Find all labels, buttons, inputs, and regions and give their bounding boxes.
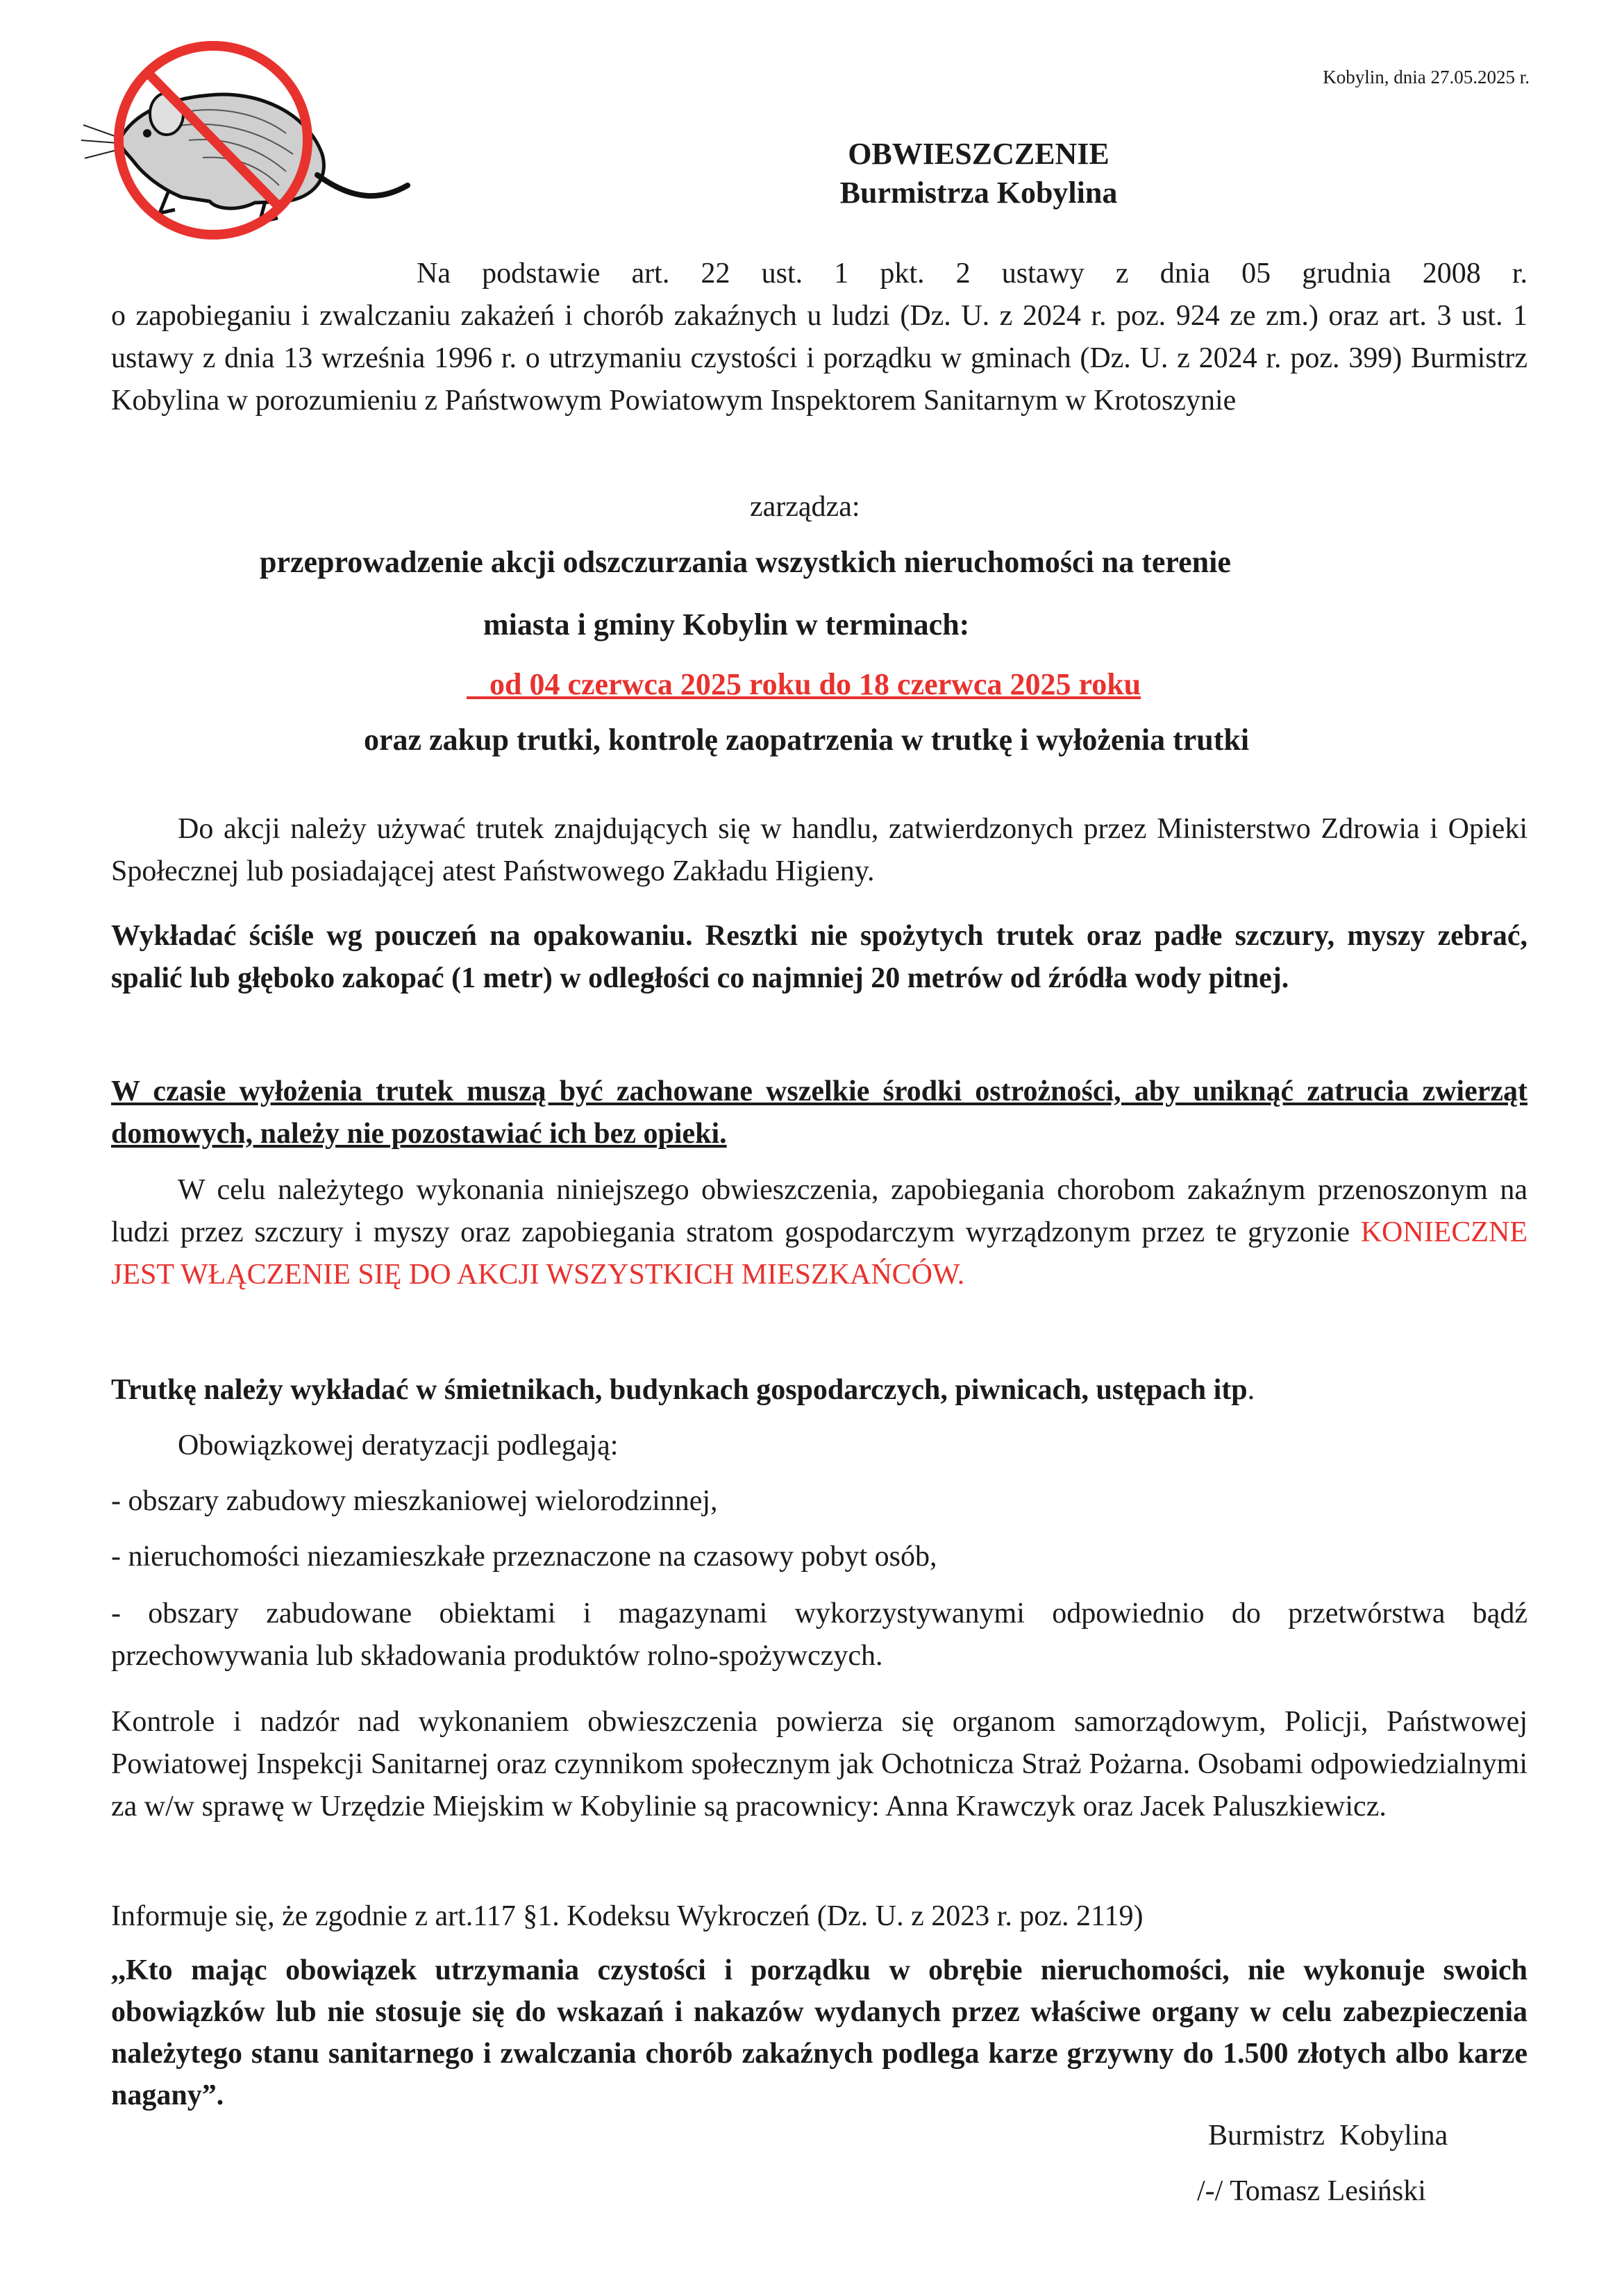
placement-end: . bbox=[1247, 1374, 1255, 1406]
decree-verb: zarządza: bbox=[750, 491, 860, 523]
action-line-2: miasta i gminy Kobylin w terminach: bbox=[483, 607, 970, 642]
action-dates: od 04 czerwca 2025 roku do 18 czerwca 2025 roku bbox=[467, 667, 1141, 701]
notice-title: OBWIESZCZENIE bbox=[848, 137, 1110, 171]
legal-quote: ,,Kto mając obowiązek utrzymania czystości i porządku w obrębie nieruchomości, nie wykonuje swoich obowiązków lub nie stosuje się do wskazań i nakazów wydanych przez właściwe organy w celu zabezpieczenia należytego stanu sanitarnego i zwalczania chorób zakaźnych podlega karze grzywny do 1.500 złotych albo karze nagany”. bbox=[111, 1954, 1527, 2111]
intro-first-line: Na podstawie art. 22 ust. 1 pkt. 2 ustawy z dnia 05 grudnia 2008 r. bbox=[417, 258, 1527, 290]
paragraph-obligation: Obowiązkowej deratyzacji podlegają: bbox=[178, 1430, 619, 1461]
list-item: - obszary zabudowy mieszkaniowej wielorodzinnej, bbox=[111, 1485, 718, 1517]
paragraph-purpose bbox=[111, 1169, 1527, 1296]
signature-name: /-/ Tomasz Lesiński bbox=[1197, 2175, 1426, 2207]
signature-role: Burmistrz Kobylina bbox=[1208, 2120, 1448, 2152]
action-line-1: przeprowadzenie akcji odszczurzania wszystkich nieruchomości na terenie bbox=[260, 545, 1231, 579]
place-date: Kobylin, dnia 27.05.2025 r. bbox=[1323, 67, 1530, 87]
list-item: - nieruchomości niezamieszkałe przeznaczone na czasowy pobyt osób, bbox=[111, 1541, 937, 1573]
placement-text: Trutkę należy wykładać w śmietnikach, budynkach gospodarczych, piwnicach, ustępach itp bbox=[111, 1374, 1248, 1406]
paragraph-supervision: Kontrole i nadzór nad wykonaniem obwieszczenia powierza się organom samorządowym, Policji, Państwowej Powiatowej Inspekcji Sanitarnej oraz czynnikom społecznym jak Ochotnicza Straż Pożarna. Osobami odpowiedzialnymi za w/w sprawę w Urzędzie Miejskim w Kobylinie są pracownicy: Anna Krawczyk oraz Jacek Paluszkiewicz. bbox=[111, 1706, 1527, 1822]
notice-subtitle: Burmistrza Kobylina bbox=[839, 176, 1118, 210]
paragraph-legal-basis: Informuje się, że zgodnie z art.117 §1. Kodeksu Wykroczeń (Dz. U. z 2023 r. poz. 2119) bbox=[111, 1900, 1144, 1932]
intro-rest: o zapobieganiu i zwalczaniu zakażeń i chorób zakaźnych u ludzi (Dz. U. z 2024 r. poz. 924 ze zm.) oraz art. 3 ust. 1 ustawy z dnia 13 września 1996 r. o utrzymaniu czystości i porządku w gminach (Dz. U. z 2024 r. poz. 399) Burmistrz Kobylina w porozumieniu z Państwowym Powiatowym Inspektorem Sanitarnym w Krotoszynie bbox=[111, 300, 1527, 417]
paragraph-caution: W czasie wyłożenia trutek muszą być zachowane wszelkie środki ostrożności, aby uniknąć zatrucia zwierząt domowych, należy nie pozostawiać ich bez opieki. bbox=[111, 1075, 1527, 1150]
action-line-3: oraz zakup trutki, kontrolę zaopatrzenia w trutkę i wyłożenia trutki bbox=[364, 723, 1250, 757]
purpose-highlight: KONIECZNE JEST WŁĄCZENIE SIĘ DO AKCJI WSZYSTKICH MIESZKAŃCÓW. bbox=[111, 1216, 1527, 1291]
list-item: - obszary zabudowane obiektami i magazynami wykorzystywanymi odpowiednio do przetwórstwa bądź przechowywania lub składowania produktów rolno-spożywczych. bbox=[111, 1598, 1527, 1672]
paragraph-placement bbox=[111, 1369, 1527, 1411]
paragraph-poisons: Do akcji należy używać trutek znajdujących się w handlu, zatwierdzonych przez Ministerstwo Zdrowia i Opieki Społecznej lub posiadającej atest Państwowego Zakładu Higieny. bbox=[111, 813, 1527, 887]
paragraph-instructions: Wykładać ściśle wg pouczeń na opakowaniu. Resztki nie spożytych trutek oraz padłe szczury, myszy zebrać, spalić lub głęboko zakopać (1 metr) w odległości co najmniej 20 metrów od źródła wody pitnej. bbox=[111, 920, 1527, 994]
intro-paragraph bbox=[111, 253, 1527, 422]
purpose-text: W celu należytego wykonania niniejszego obwieszczenia, zapobiegania chorobom zakaźnym przenoszonym na ludzi przez szczury i myszy oraz zapobiegania stratom gospodarczym wyrządzonym przez te gryzonie bbox=[111, 1174, 1527, 1248]
